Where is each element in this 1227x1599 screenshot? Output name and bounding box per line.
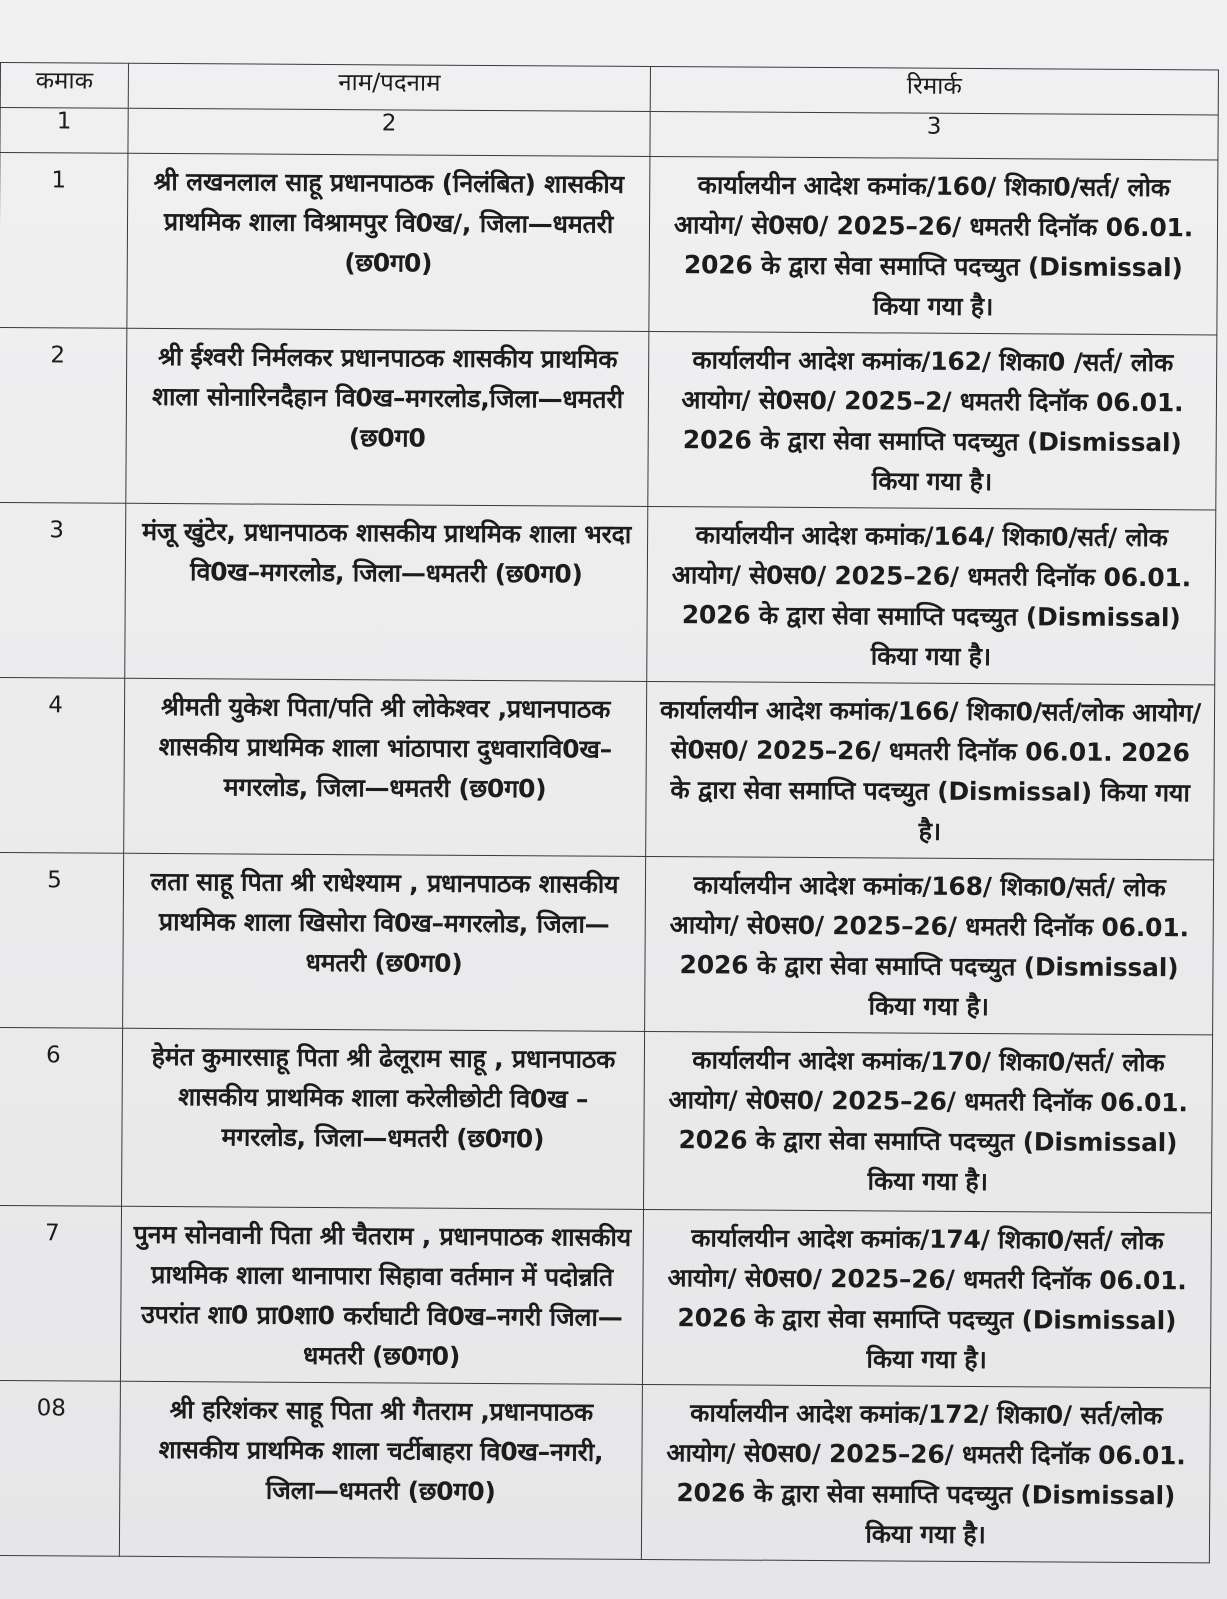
index-col-3: 3 xyxy=(650,111,1218,159)
row-number: 3 xyxy=(49,517,65,544)
table-index-row xyxy=(0,108,1218,160)
table-row xyxy=(0,852,1214,1034)
row-name-designation: हेमंत कुमारसाहू पिता श्री ढेलूराम साहू , प्रधानपाठक शासकीय प्राथमिक शाला करेलीछोटी वि0ख – मगरलोड, जिला—धमतरी (छ0ग0) xyxy=(122,1028,645,1209)
row-number: 4 xyxy=(48,692,63,719)
table-row xyxy=(0,502,1216,684)
row-number: 6 xyxy=(46,1042,61,1069)
row-remark: कार्यालयीन आदेश कमांक/174/ शिका0/सर्त/ लोक आयोग/ से0स0/ 2025–26/ धमतरी दिनॉक 06.01. 2026 के द्वारा सेवा समाप्ति पदच्युत (Dismissal) किया गया है। xyxy=(642,1209,1211,1387)
row-number: 7 xyxy=(44,1220,60,1247)
row-name-designation: श्री हरिशंकर साहू पिता श्री गैतराम ,प्रधानपाठक शासकीय प्राथमिक शाला चर्टीबाहरा वि0ख–नगरी, जिला—धमतरी (छ0ग0) xyxy=(119,1381,642,1559)
table-row xyxy=(0,677,1215,859)
table-row xyxy=(0,153,1218,335)
row-number: 5 xyxy=(47,867,62,894)
row-remark: कार्यालयीन आदेश कमांक/166/ शिका0/सर्त/लोक आयोग/ से0स0/ 2025–26/ धमतरी दिनॉक 06.01. 2026 के द्वारा सेवा समाप्ति पदच्युत (Dismissal) किया गया है। xyxy=(646,681,1215,859)
header-remark: रिमार्क xyxy=(650,66,1218,114)
row-name-designation: लता साहू पिता श्री राधेश्याम , प्रधानपाठक शासकीय प्राथमिक शाला खिसोरा वि0ख–मगरलोड, जिला—धमतरी (छ0ग0) xyxy=(123,853,646,1031)
row-remark: कार्यालयीन आदेश कमांक/162/ शिका0 /सर्त/ लोक आयोग/ से0स0/ 2025–2/ धमतरी दिनॉक 06.01. 2026 के द्वारा सेवा समाप्ति पदच्युत (Dismissal) किया गया है। xyxy=(648,331,1217,509)
index-col-1: 1 xyxy=(0,108,128,154)
row-number: 2 xyxy=(50,342,66,369)
row-number: 1 xyxy=(51,167,67,194)
row-remark: कार्यालयीन आदेश कमांक/168/ शिका0/सर्त/ लोक आयोग/ से0स0/ 2025–26/ धमतरी दिनॉक 06.01. 2026 के द्वारा सेवा समाप्ति पदच्युत (Dismissal) किया गया है। xyxy=(645,856,1214,1034)
row-name-designation: श्रीमती युकेश पिता/पति श्री लोकेश्वर ,प्रधानपाठक शासकीय प्राथमिक शाला भांठापारा दुधवारावि0ख–मगरलोड, जिला—धमतरी (छ0ग0) xyxy=(124,678,647,856)
table-row xyxy=(0,1027,1213,1212)
header-name-designation: नाम/पदनाम xyxy=(128,63,650,111)
row-name-designation: श्री ईश्वरी निर्मलकर प्रधानपाठक शासकीय प्राथमिक शाला सोनारिनदैहान वि0ख–मगरलोड,जिला—धमतरी (छ0ग0 xyxy=(126,328,649,506)
table-header-row xyxy=(0,63,1218,115)
table-row xyxy=(0,1380,1210,1562)
table-row xyxy=(0,327,1217,509)
table-row xyxy=(0,1205,1211,1387)
row-name-designation: पुनम सोनवानी पिता श्री चैतराम , प्रधानपाठक शासकीय प्राथमिक शाला थानापारा सिहावा वर्तमान में पदोन्नति उपरांत शा0 प्रा0शा0 कर्राघाटी वि0ख–नगरी जिला—धमतरी (छ0ग0) xyxy=(120,1206,643,1384)
index-col-2: 2 xyxy=(128,108,650,156)
row-remark: कार्यालयीन आदेश कमांक/164/ शिका0/सर्त/ लोक आयोग/ से0स0/ 2025–26/ धमतरी दिनॉक 06.01. 2026 के द्वारा सेवा समाप्ति पदच्युत (Dismissal) किया गया है। xyxy=(647,506,1216,684)
row-remark: कार्यालयीन आदेश कमांक/172/ शिका0/ सर्त/लोक आयोग/ से0स0/ 2025–26/ धमतरी दिनॉक 06.01. 2026 के द्वारा सेवा समाप्ति पदच्युत (Dismissal) किया गया है। xyxy=(641,1384,1210,1562)
row-name-designation: मंजू खुंटेर, प्रधानपाठक शासकीय प्राथमिक शाला भरदा वि0ख–मगरलोड, जिला—धमतरी (छ0ग0) xyxy=(125,503,648,681)
row-remark: कार्यालयीन आदेश कमांक/160/ शिका0/सर्त/ लोक आयोग/ से0स0/ 2025–26/ धमतरी दिनॉक 06.01. 2026 के द्वारा सेवा समाप्ति पदच्युत (Dismissal) किया गया है। xyxy=(649,156,1218,334)
row-remark: कार्यालयीन आदेश कमांक/170/ शिका0/सर्त/ लोक आयोग/ से0स0/ 2025–26/ धमतरी दिनॉक 06.01. 2026 के द्वारा सेवा समाप्ति पदच्युत (Dismissal) किया गया है। xyxy=(644,1031,1213,1212)
header-serial-number: कमाक xyxy=(0,63,128,109)
dismissal-table xyxy=(0,62,1219,1563)
row-name-designation: श्री लखनलाल साहू प्रधानपाठक (निलंबित) शासकीय प्राथमिक शाला विश्रामपुर वि0ख/, जिला—धमतरी (छ0ग0) xyxy=(127,153,650,331)
row-number: 08 xyxy=(36,1395,66,1422)
